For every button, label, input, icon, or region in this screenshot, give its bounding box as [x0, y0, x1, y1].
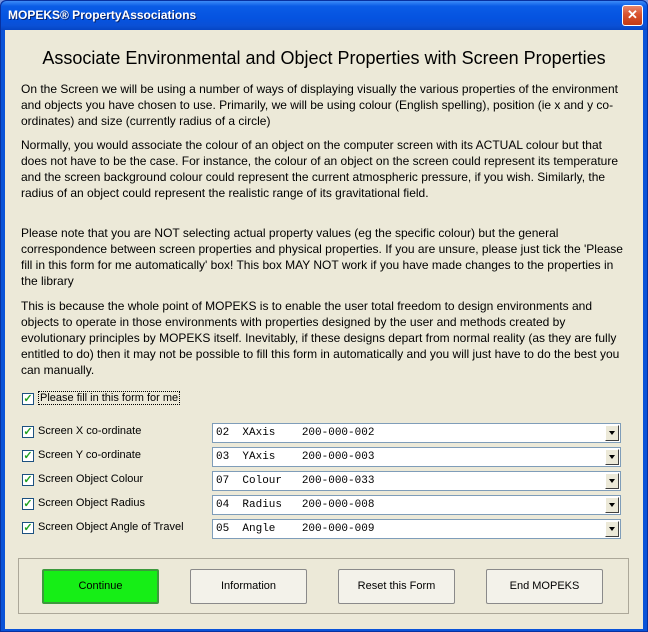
page-heading: Associate Environmental and Object Properties with Screen Properties — [42, 48, 606, 68]
screen-y-label: Screen Y co-ordinate — [38, 449, 141, 461]
screen-x-checkbox[interactable] — [22, 426, 34, 438]
object-colour-label: Screen Object Colour — [38, 473, 144, 485]
angle-of-travel-checkbox[interactable] — [22, 522, 34, 534]
dropdown-arrow-icon[interactable] — [605, 425, 619, 441]
close-button[interactable] — [622, 5, 643, 26]
continue-button[interactable]: Continue — [42, 569, 159, 604]
title-bar[interactable] — [1, 1, 647, 30]
intro-paragraph-1: On the Screen we will be using a number of ways of displaying visually the various properties of the environment and objects you have chosen to use. Primarily, we will be using colour (English spelling), position (ie x and y co-ordinates) and size (currently radius of a circle) — [21, 82, 618, 128]
dropdown-arrow-icon[interactable] — [605, 497, 619, 513]
checkmark-icon: ✓ — [23, 426, 33, 438]
checkmark-icon: ✓ — [23, 474, 33, 486]
intro-paragraph-2: Normally, you would associate the colour of an object on the computer screen with its ACTUAL colour but that does not have to be the case. For instance, the colour of an object on the screen could represent its temperature and the screen background colour could represent the current atmospheric pressure, if you wish. Similarly, the radius of an object could represent the realistic range of its gravitational field. — [21, 138, 619, 200]
information-button[interactable]: Information — [190, 569, 307, 604]
autofill-checkbox[interactable] — [22, 393, 34, 405]
checkmark-icon: ✓ — [23, 393, 33, 405]
reset-form-button[interactable]: Reset this Form — [338, 569, 455, 604]
dropdown-arrow-icon[interactable] — [605, 521, 619, 537]
object-radius-select-value: 04 Radius 200-000-008 — [216, 499, 375, 511]
close-icon: ✕ — [627, 7, 638, 22]
object-radius-checkbox[interactable] — [22, 498, 34, 510]
checkmark-icon: ✓ — [23, 498, 33, 510]
screen-y-select-value: 03 YAxis 200-000-003 — [216, 451, 375, 463]
checkmark-icon: ✓ — [23, 450, 33, 462]
screen-y-checkbox[interactable] — [22, 450, 34, 462]
angle-of-travel-label: Screen Object Angle of Travel — [38, 521, 184, 533]
screen-x-label: Screen X co-ordinate — [38, 425, 142, 437]
intro-paragraph-4: This is because the whole point of MOPEKS is to enable the user total freedom to design environments and objects to operate in those environments with properties designed by the user and methods created by evolutionary principles by MOPEKS itself. Inevitably, if these designs depart from normal reality (as they are fully entitled to do) then it may not be possible to fill this form in automatically and you will just have to do the best you can manually. — [21, 299, 620, 377]
dropdown-arrow-icon[interactable] — [605, 449, 619, 465]
screen-x-select[interactable] — [212, 423, 621, 443]
object-colour-select-value: 07 Colour 200-000-033 — [216, 475, 375, 487]
object-colour-checkbox[interactable] — [22, 474, 34, 486]
screen-x-select-value: 02 XAxis 200-000-002 — [216, 427, 375, 439]
object-radius-select[interactable] — [212, 495, 621, 515]
checkmark-icon: ✓ — [23, 522, 33, 534]
button-panel — [18, 558, 629, 614]
end-mopeks-button[interactable]: End MOPEKS — [486, 569, 603, 604]
window-title: MOPEKS® PropertyAssociations — [8, 8, 197, 22]
angle-of-travel-select-value: 05 Angle 200-000-009 — [216, 523, 375, 535]
object-colour-select[interactable] — [212, 471, 621, 491]
angle-of-travel-select[interactable] — [212, 519, 621, 539]
dialog-client-area — [5, 30, 643, 629]
dropdown-arrow-icon[interactable] — [605, 473, 619, 489]
screen-y-select[interactable] — [212, 447, 621, 467]
intro-paragraph-3: Please note that you are NOT selecting actual property values (eg the specific colour) but the general correspondence between screen properties and physical properties. If you are unsure, please just tick the 'Please fill in this form for me automatically' box! This box MAY NOT work if you have made changes to the properties in the library — [21, 226, 623, 288]
autofill-label[interactable]: Please fill in this form for me — [40, 392, 179, 404]
object-radius-label: Screen Object Radius — [38, 497, 145, 509]
